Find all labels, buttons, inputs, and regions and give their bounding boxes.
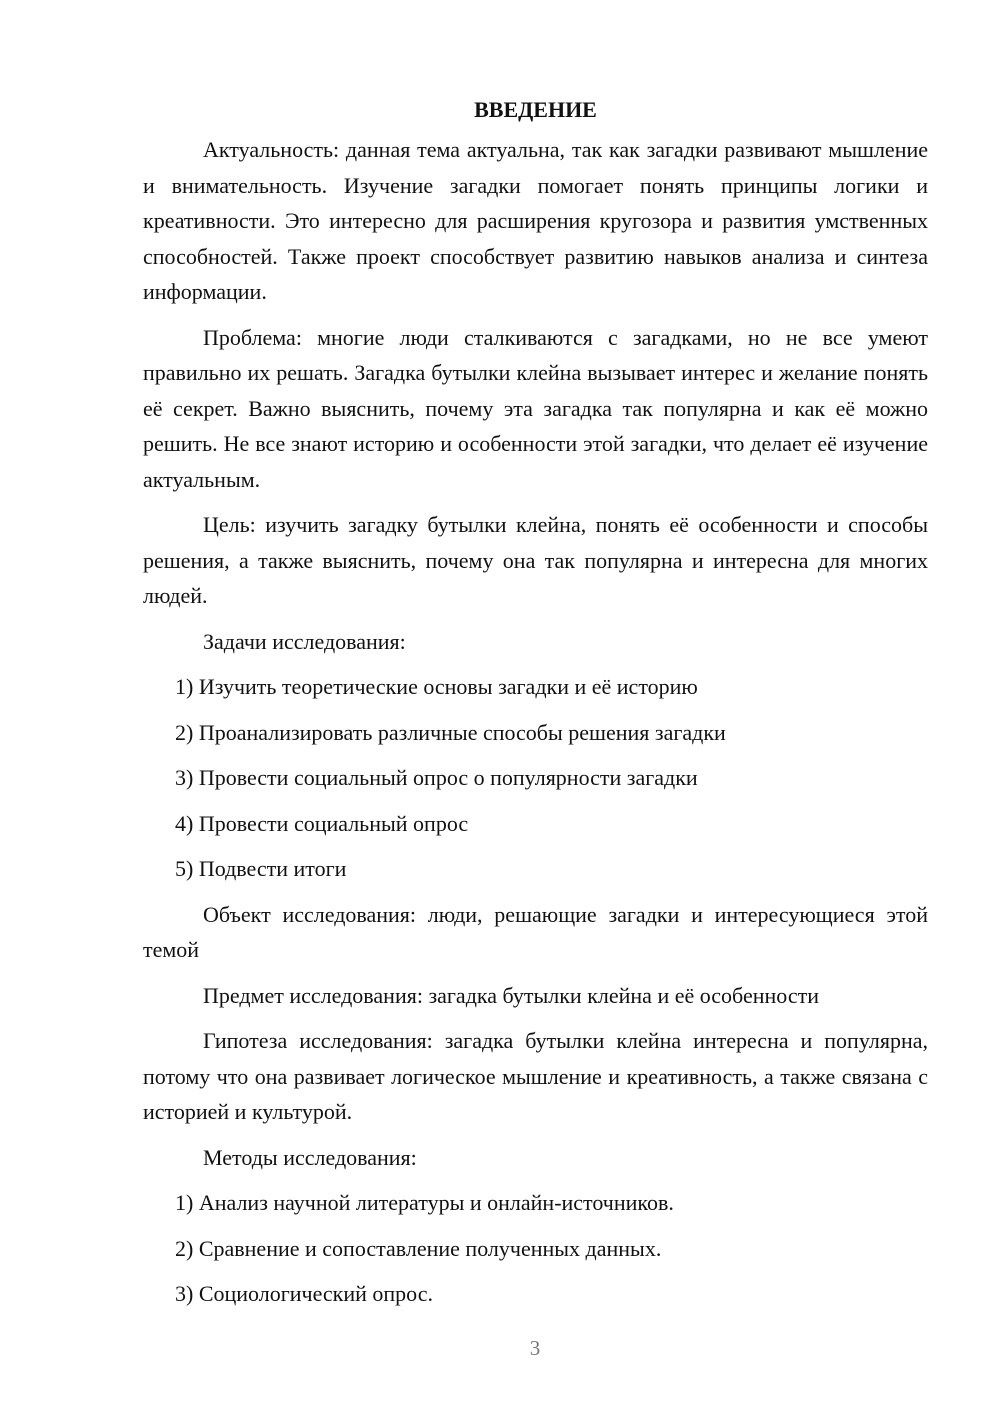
goal-paragraph: Цель: изучить загадку бутылки клейна, понять её особенности и способы решения, а также выяснить, почему она так популярна и интересна для многих людей. bbox=[143, 512, 928, 608]
list-item: 3) Провести социальный опрос о популярности загадки bbox=[175, 765, 698, 790]
page-content bbox=[143, 92, 928, 1322]
object-paragraph: Объект исследования: люди, решающие загадки и интересующиеся этой темой bbox=[143, 901, 928, 962]
subject-paragraph: Предмет исследования: загадка бутылки клейна и её особенности bbox=[203, 982, 819, 1008]
section-title: ВВЕДЕНИЕ bbox=[474, 97, 597, 122]
methods-list bbox=[143, 1185, 928, 1312]
list-item: 2) Сравнение и сопоставление полученных данных. bbox=[175, 1235, 662, 1261]
list-item: 3) Социологический опрос. bbox=[175, 1281, 433, 1306]
list-item: 4) Провести социальный опрос bbox=[175, 810, 469, 836]
tasks-list bbox=[143, 669, 928, 887]
list-item: 5) Подвести итоги bbox=[175, 856, 347, 881]
problem-paragraph: Проблема: многие люди сталкиваются с загадками, но не все умеют правильно их решать. Загадка бутылки клейна вызывает интерес и желание понять её секрет. Важно выяснить, почему эта загадка так популярна и как её можно решить. Не все знают историю и особенности этой загадки, что делает её изучение актуальным. bbox=[143, 324, 928, 492]
list-item: 1) Изучить теоретические основы загадки и её историю bbox=[175, 674, 698, 699]
list-item: 2) Проанализировать различные способы решения загадки bbox=[175, 719, 726, 745]
tasks-heading: Задачи исследования: bbox=[203, 628, 406, 654]
relevance-paragraph: Актуальность: данная тема актуальна, так как загадки развивают мышление и внимательность. Изучение загадки помогает понять принципы логики и креативности. Это интересно для расширения кругозора и развития умственных способностей. Также проект способствует развитию навыков анализа и синтеза информации. bbox=[143, 137, 928, 304]
hypothesis-paragraph: Гипотеза исследования: загадка бутылки клейна интересна и популярна, потому что она развивает логическое мышление и креативность, а также связана с историей и культурой. bbox=[143, 1028, 928, 1124]
page-number: 3 bbox=[529, 1336, 541, 1360]
list-item: 1) Анализ научной литературы и онлайн-источников. bbox=[175, 1190, 674, 1215]
methods-heading: Методы исследования: bbox=[203, 1144, 417, 1170]
